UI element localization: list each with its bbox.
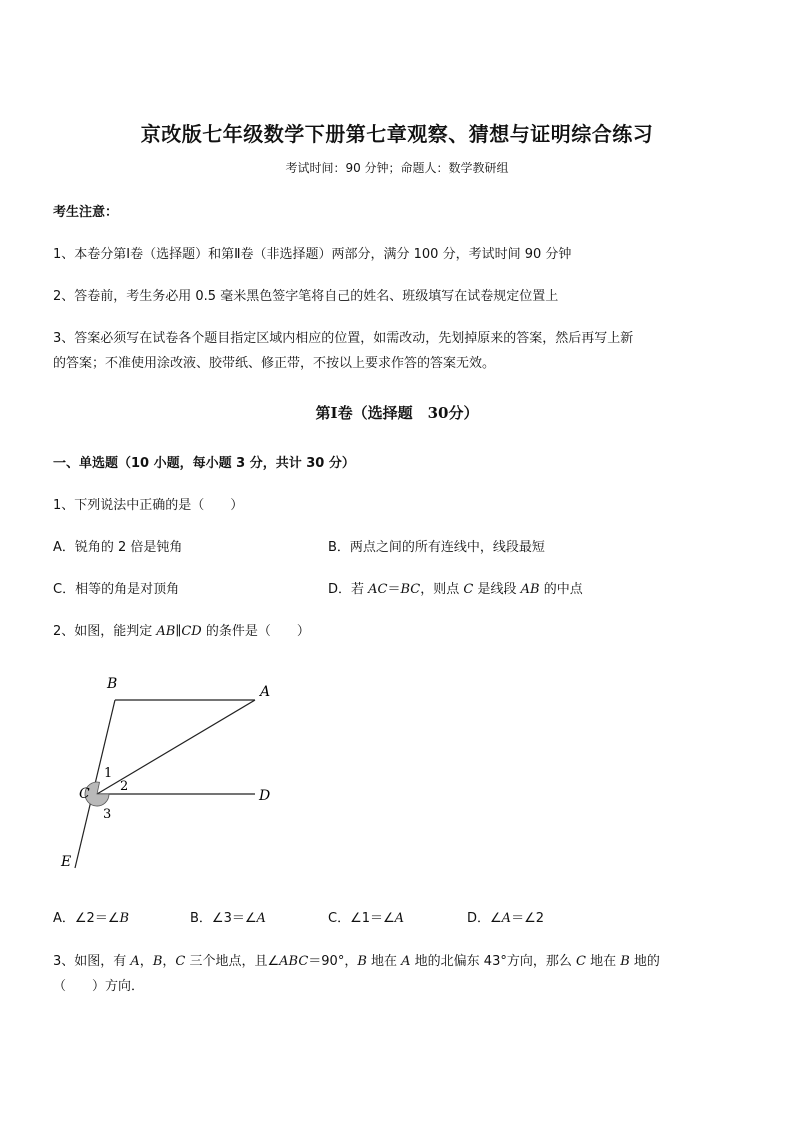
label-e: E: [61, 854, 72, 870]
label-a: A: [260, 684, 271, 700]
label-c: C: [79, 786, 90, 802]
question-2-option-a: A．∠2＝∠B: [53, 911, 130, 926]
notice-item-2: 2、答卷前，考生务必用 0.5 毫米黑色签字笔将自己的姓名、班级填写在试卷规定位置上: [53, 289, 559, 304]
question-1-option-c: C．相等的角是对顶角: [53, 582, 180, 597]
question-3-stem-line-1: 3、如图，有 A，B，C 三个地点，且∠ABC＝90°，B 地在 A 地的北偏东 43°方向，那么 C 地在 B 地的: [53, 954, 660, 969]
page-title: 京改版七年级数学下册第七章观察、猜想与证明综合练习: [140, 122, 654, 146]
question-1-stem: 1、下列说法中正确的是（ ）: [53, 498, 244, 513]
label-d: D: [259, 788, 271, 804]
question-2-stem: 2、如图，能判定 AB∥CD 的条件是（ ）: [53, 624, 310, 639]
label-b: B: [107, 676, 118, 692]
notice-heading: 考生注意：: [53, 205, 119, 220]
question-3-stem-line-2: （ ）方向．: [53, 979, 145, 994]
question-2-option-c: C．∠1＝∠A: [328, 911, 405, 926]
notice-item-1: 1、本卷分第Ⅰ卷（选择题）和第Ⅱ卷（非选择题）两部分，满分 100 分，考试时间 90 分钟: [53, 247, 572, 262]
question-2-option-d: D．∠A＝∠2: [467, 911, 544, 926]
question-1-option-b: B．两点之间的所有连线中，线段最短: [328, 540, 545, 555]
question-1-option-a: A．锐角的 2 倍是钝角: [53, 540, 183, 555]
exam-info: 考试时间：90 分钟；命题人：数学教研组: [285, 161, 509, 175]
question-2-figure: [40, 668, 300, 878]
angle-2-label: 2: [120, 779, 129, 794]
section-title: 第Ⅰ卷（选择题 30分）: [315, 404, 479, 422]
notice-item-3-line-1: 3、答案必须写在试卷各个题目指定区域内相应的位置，如需改动，先划掉原来的答案，然后再写上新: [53, 331, 634, 346]
part-heading: 一、单选题（10 小题，每小题 3 分，共计 30 分）: [53, 456, 355, 471]
angle-1-label: 1: [104, 766, 113, 781]
angle-3-label: 3: [103, 807, 112, 822]
question-2-option-b: B．∠3＝∠A: [190, 911, 266, 926]
question-1-option-d: D．若 AC＝BC，则点 C 是线段 AB 的中点: [328, 582, 583, 597]
notice-item-3-line-2: 的答案；不准使用涂改液、胶带纸、修正带，不按以上要求作答的答案无效。: [53, 356, 496, 371]
